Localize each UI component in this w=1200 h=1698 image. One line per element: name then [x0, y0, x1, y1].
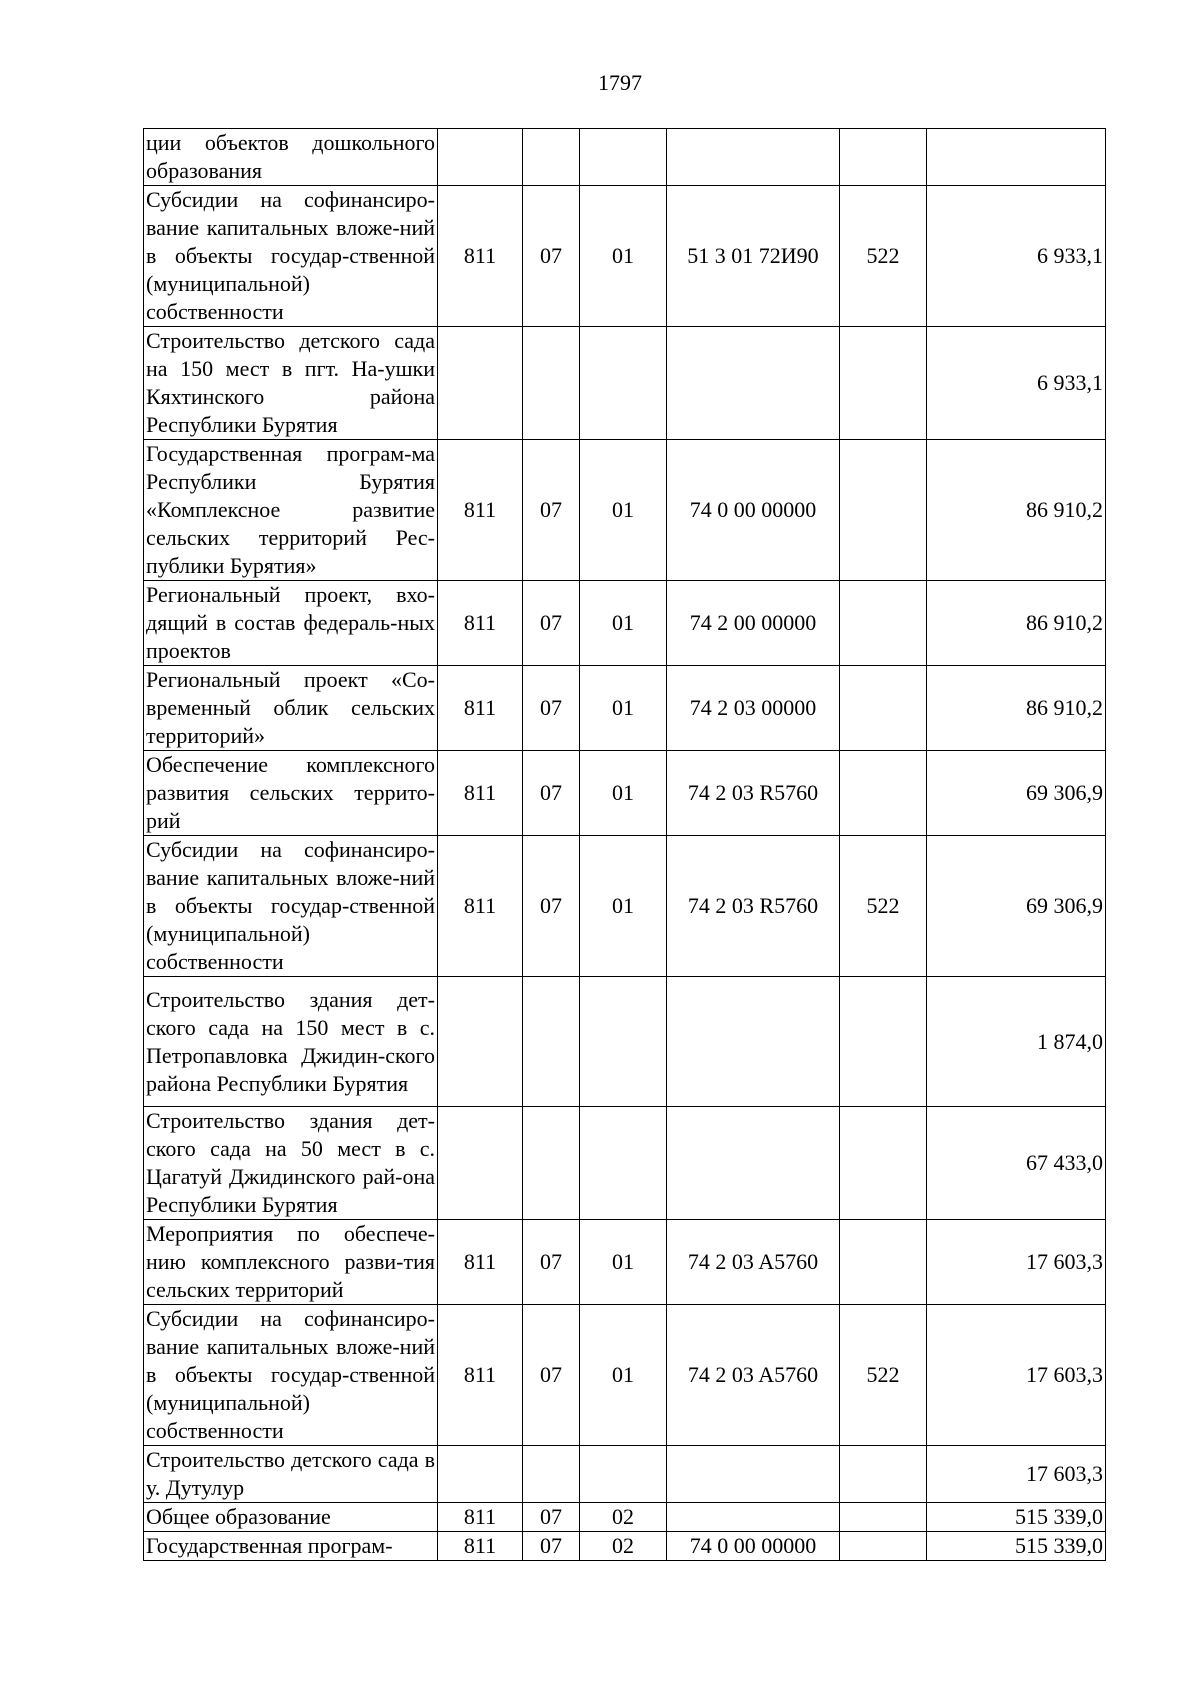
- item-name-cell: Региональный проект «Со-временный облик сельских территорий»: [144, 666, 438, 751]
- item-name-cell: Строительство детского сада на 150 мест в пгт. На-ушки Кяхтинского района Республики Бурятия: [144, 327, 438, 440]
- subsection-code-cell: 01: [580, 1220, 667, 1305]
- table-row: [144, 1532, 1106, 1561]
- expense-type-cell: [840, 666, 927, 751]
- subsection-code-cell: 01: [580, 836, 667, 977]
- section-code-cell: 07: [523, 1503, 580, 1532]
- expense-type-cell: [840, 1107, 927, 1220]
- section-code-cell: 07: [523, 1532, 580, 1561]
- section-code-cell: 07: [523, 440, 580, 581]
- target-article-cell: [667, 977, 840, 1107]
- target-article-cell: 51 3 01 72И90: [667, 186, 840, 327]
- target-article-cell: 74 0 00 00000: [667, 1532, 840, 1561]
- subsection-code-cell: 01: [580, 666, 667, 751]
- table-row: [144, 440, 1106, 581]
- ministry-code-cell: [438, 977, 523, 1107]
- amount-cell: 6 933,1: [927, 327, 1106, 440]
- table-row: [144, 1503, 1106, 1532]
- amount-cell: 86 910,2: [927, 440, 1106, 581]
- item-name-cell: Субсидии на софинансиро-вание капитальных вложе-ний в объекты государ-ственной (муниципальной) собственности: [144, 836, 438, 977]
- item-name-cell: Строительство здания дет-ского сада на 50 мест в с. Цагатуй Джидинского рай-она Республики Бурятия: [144, 1107, 438, 1220]
- expense-type-cell: [840, 129, 927, 186]
- table-row: [144, 1446, 1106, 1503]
- subsection-code-cell: [580, 1107, 667, 1220]
- ministry-code-cell: 811: [438, 1503, 523, 1532]
- amount-cell: 17 603,3: [927, 1446, 1106, 1503]
- expense-type-cell: [840, 327, 927, 440]
- section-code-cell: 07: [523, 1220, 580, 1305]
- target-article-cell: [667, 1446, 840, 1503]
- target-article-cell: 74 2 03 R5760: [667, 836, 840, 977]
- expense-type-cell: [840, 977, 927, 1107]
- amount-cell: 86 910,2: [927, 666, 1106, 751]
- expense-type-cell: 522: [840, 1305, 927, 1446]
- amount-cell: 1 874,0: [927, 977, 1106, 1107]
- item-name-cell: Субсидии на софинансиро-вание капитальных вложе-ний в объекты государ-ственной (муниципальной) собственности: [144, 186, 438, 327]
- expense-type-cell: [840, 1446, 927, 1503]
- amount-cell: 17 603,3: [927, 1220, 1106, 1305]
- amount-cell: 86 910,2: [927, 581, 1106, 666]
- ministry-code-cell: 811: [438, 440, 523, 581]
- ministry-code-cell: 811: [438, 751, 523, 836]
- expense-type-cell: 522: [840, 836, 927, 977]
- budget-table: [143, 128, 1106, 1561]
- section-code-cell: [523, 977, 580, 1107]
- ministry-code-cell: 811: [438, 836, 523, 977]
- amount-cell: 69 306,9: [927, 751, 1106, 836]
- target-article-cell: 74 2 00 00000: [667, 581, 840, 666]
- expense-type-cell: [840, 1532, 927, 1561]
- amount-cell: [927, 129, 1106, 186]
- section-code-cell: 07: [523, 751, 580, 836]
- item-name-cell: Субсидии на софинансиро-вание капитальных вложе-ний в объекты государ-ственной (муниципальной) собственности: [144, 1305, 438, 1446]
- target-article-cell: 74 2 03 R5760: [667, 751, 840, 836]
- section-code-cell: [523, 1446, 580, 1503]
- target-article-cell: [667, 1503, 840, 1532]
- section-code-cell: 07: [523, 581, 580, 666]
- table-row: [144, 186, 1106, 327]
- table-row: [144, 836, 1106, 977]
- amount-cell: 515 339,0: [927, 1503, 1106, 1532]
- subsection-code-cell: [580, 1446, 667, 1503]
- amount-cell: 17 603,3: [927, 1305, 1106, 1446]
- table-row: [144, 129, 1106, 186]
- page-number: 1797: [598, 70, 642, 95]
- table-row: [144, 327, 1106, 440]
- table-row: [144, 581, 1106, 666]
- table-row: [144, 1107, 1106, 1220]
- target-article-cell: 74 2 03 00000: [667, 666, 840, 751]
- item-name-cell: Строительство здания дет-ского сада на 150 мест в с. Петропавловка Джидин-ского района Республики Бурятия: [144, 977, 438, 1107]
- ministry-code-cell: 811: [438, 1532, 523, 1561]
- target-article-cell: 74 2 03 A5760: [667, 1220, 840, 1305]
- subsection-code-cell: 01: [580, 186, 667, 327]
- subsection-code-cell: 01: [580, 440, 667, 581]
- ministry-code-cell: 811: [438, 581, 523, 666]
- table-row: [144, 751, 1106, 836]
- expense-type-cell: [840, 751, 927, 836]
- section-code-cell: 07: [523, 666, 580, 751]
- subsection-code-cell: 01: [580, 751, 667, 836]
- target-article-cell: [667, 129, 840, 186]
- expense-type-cell: 522: [840, 186, 927, 327]
- amount-cell: 6 933,1: [927, 186, 1106, 327]
- table-row: [144, 666, 1106, 751]
- amount-cell: 69 306,9: [927, 836, 1106, 977]
- ministry-code-cell: [438, 1107, 523, 1220]
- amount-cell: 515 339,0: [927, 1532, 1106, 1561]
- table-row: [144, 1220, 1106, 1305]
- section-code-cell: [523, 327, 580, 440]
- ministry-code-cell: 811: [438, 1305, 523, 1446]
- subsection-code-cell: [580, 129, 667, 186]
- ministry-code-cell: 811: [438, 666, 523, 751]
- expense-type-cell: [840, 581, 927, 666]
- subsection-code-cell: [580, 327, 667, 440]
- ministry-code-cell: 811: [438, 186, 523, 327]
- table-row: [144, 977, 1106, 1107]
- subsection-code-cell: 01: [580, 581, 667, 666]
- item-name-cell: Строительство детского сада в у. Дутулур: [144, 1446, 438, 1503]
- subsection-code-cell: 02: [580, 1503, 667, 1532]
- section-code-cell: 07: [523, 1305, 580, 1446]
- expense-type-cell: [840, 1220, 927, 1305]
- budget-table-body: [144, 129, 1106, 1561]
- item-name-cell: ции объектов дошкольного образования: [144, 129, 438, 186]
- section-code-cell: 07: [523, 186, 580, 327]
- subsection-code-cell: 01: [580, 1305, 667, 1446]
- subsection-code-cell: 02: [580, 1532, 667, 1561]
- item-name-cell: Обеспечение комплексного развития сельских террито-рий: [144, 751, 438, 836]
- subsection-code-cell: [580, 977, 667, 1107]
- item-name-cell: Государственная програм-: [144, 1532, 438, 1561]
- target-article-cell: [667, 1107, 840, 1220]
- ministry-code-cell: [438, 327, 523, 440]
- table-row: [144, 1305, 1106, 1446]
- item-name-cell: Общее образование: [144, 1503, 438, 1532]
- target-article-cell: 74 2 03 A5760: [667, 1305, 840, 1446]
- expense-type-cell: [840, 1503, 927, 1532]
- expense-type-cell: [840, 440, 927, 581]
- section-code-cell: [523, 1107, 580, 1220]
- amount-cell: 67 433,0: [927, 1107, 1106, 1220]
- ministry-code-cell: 811: [438, 1220, 523, 1305]
- target-article-cell: [667, 327, 840, 440]
- section-code-cell: [523, 129, 580, 186]
- target-article-cell: 74 0 00 00000: [667, 440, 840, 581]
- ministry-code-cell: [438, 1446, 523, 1503]
- item-name-cell: Государственная програм-ма Республики Бурятия «Комплексное развитие сельских территорий Рес-публики Бурятия»: [144, 440, 438, 581]
- section-code-cell: 07: [523, 836, 580, 977]
- item-name-cell: Мероприятия по обеспече-нию комплексного разви-тия сельских территорий: [144, 1220, 438, 1305]
- item-name-cell: Региональный проект, вхо-дящий в состав федераль-ных проектов: [144, 581, 438, 666]
- ministry-code-cell: [438, 129, 523, 186]
